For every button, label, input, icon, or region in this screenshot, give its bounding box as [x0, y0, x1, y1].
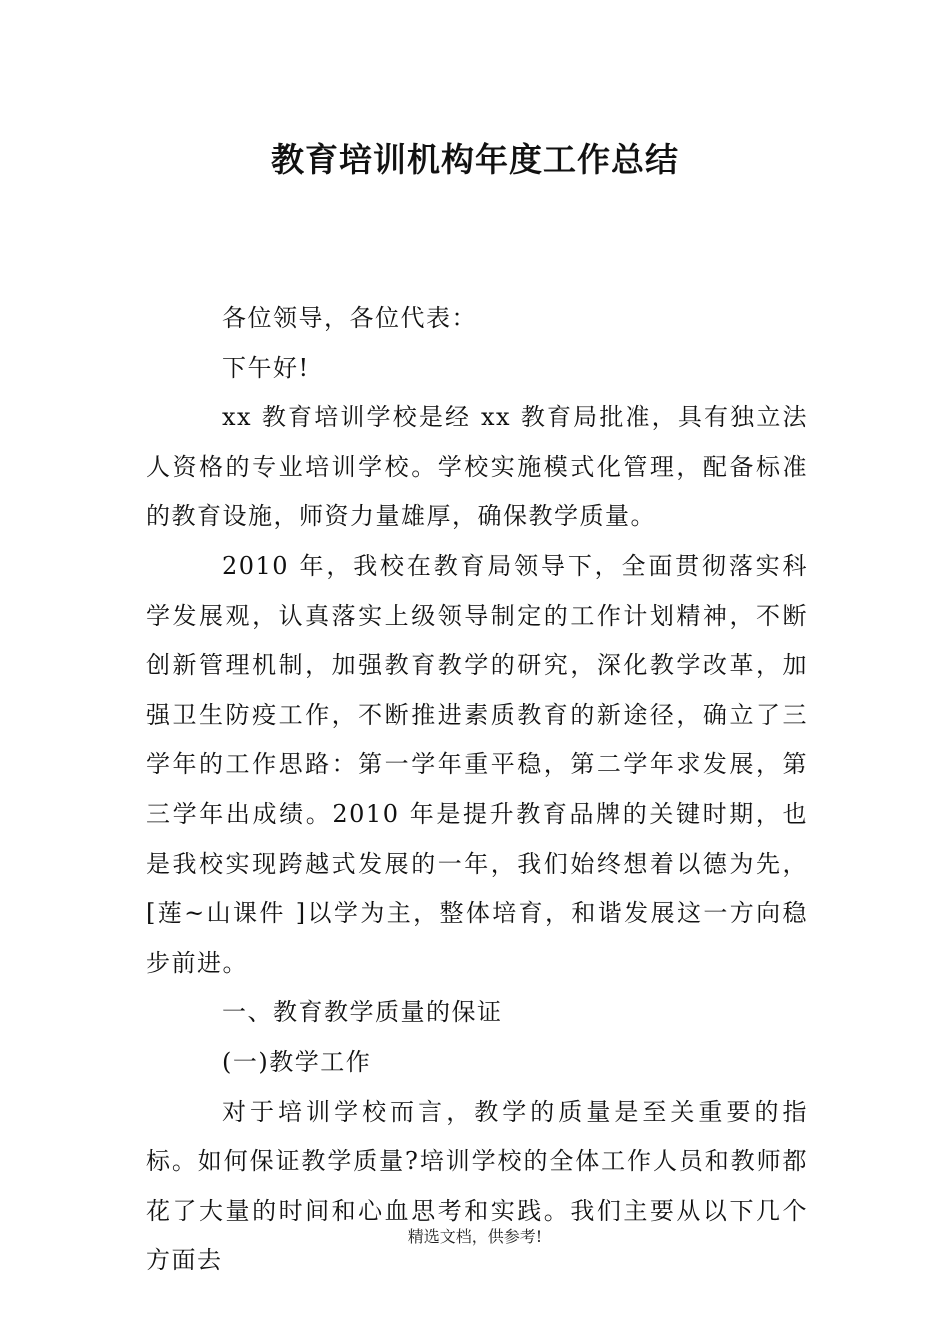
page-footer: 精选文档，供参考! — [407, 1227, 543, 1246]
paragraph-teaching-quality: 对于培训学校而言，教学的质量是至关重要的指标。如何保证教学质量?培训学校的全体工作人员和教师都花了大量的时间和心血思考和实践。我们主要从以下几个方面去 — [146, 1097, 808, 1275]
paragraph-2010-overview: 2010 年，我校在教育局领导下，全面贯彻落实科学发展观，认真落实上级领导制定的工作计划精神，不断创新管理机制，加强教育教学的研究，深化教学改革，加强卫生防疫工作，不断推进素质教育的新途径，确立了三学年的工作思路：第一学年重平稳，第二学年求发展，第三学年出成绩。2010 年是提升教育品牌的关键时期，也是我校实现跨越式发展的一年，我们始终想着以德为先，[莲~山课件 ]以学为主，整体培育，和谐发展这一方向稳步前进。 — [146, 551, 808, 977]
document-title: 教育培训机构年度工作总结 — [271, 140, 679, 179]
paragraph-greeting: 下午好! — [222, 353, 310, 382]
section-heading-quality: 一、教育教学质量的保证 — [222, 998, 503, 1027]
paragraph-salutation: 各位领导，各位代表： — [222, 304, 477, 332]
subsection-heading-teaching: (一)教学工作 — [222, 1047, 372, 1076]
document-body — [146, 294, 808, 1286]
paragraph-school-intro: xx 教育培训学校是经 xx 教育局批准，具有独立法人资格的专业培训学校。学校实施模式化管理，配备标准的教育设施，师资力量雄厚，确保教学质量。 — [146, 403, 808, 531]
